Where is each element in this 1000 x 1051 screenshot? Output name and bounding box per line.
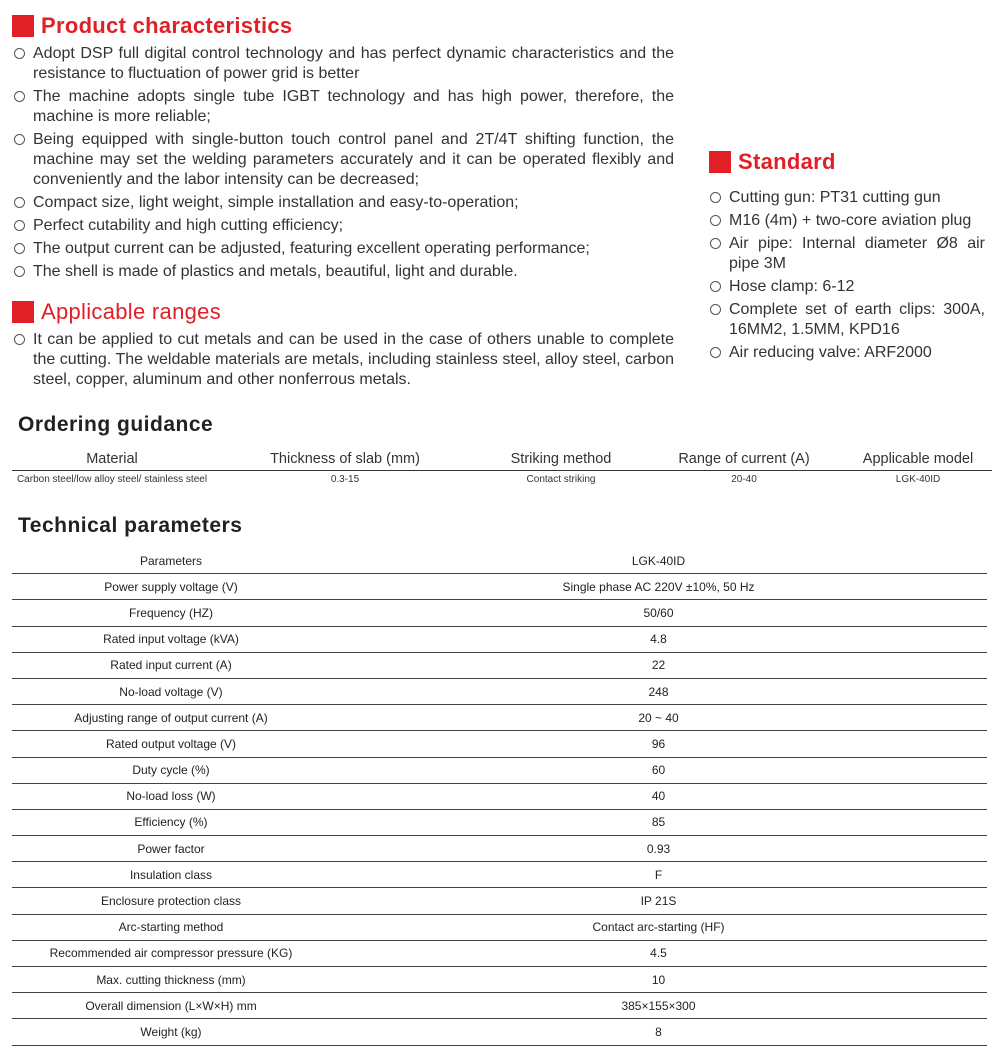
ordering-table [12, 447, 992, 485]
circle-bullet-icon [14, 243, 25, 254]
technical-parameters-table [12, 548, 987, 1046]
circle-bullet-icon [14, 48, 25, 59]
circle-bullet-icon [14, 197, 25, 208]
circle-bullet-icon [14, 334, 25, 345]
parameter-name: Frequency (HZ) [12, 600, 330, 626]
circle-bullet-icon [710, 281, 721, 292]
product-item [14, 239, 674, 259]
circle-bullet-icon [710, 192, 721, 203]
red-square-icon [12, 301, 34, 323]
parameter-name: Max. cutting thickness (mm) [12, 967, 330, 993]
ordering-header-cell: Applicable model [844, 447, 992, 471]
product-item-text: The output current can be adjusted, featuring excellent operating performance; [33, 240, 590, 257]
parameter-name: Weight (kg) [12, 1019, 330, 1045]
standard-item [710, 343, 985, 363]
ordering-cell: Contact striking [526, 474, 596, 485]
parameter-name: Enclosure protection class [12, 888, 330, 914]
parameter-name: Recommended air compressor pressure (KG) [12, 940, 330, 966]
ordering-cell: Carbon steel/low alloy steel/ stainless steel [16, 474, 208, 485]
standard-item-text: Air pipe: Internal diameter Ø8 air pipe 3M [729, 235, 985, 272]
ordering-cell: 20-40 [731, 474, 757, 485]
parameter-value: 85 [330, 809, 987, 835]
parameter-value: 0.93 [330, 836, 987, 862]
technical-row [12, 783, 987, 809]
parameter-value: 4.5 [330, 940, 987, 966]
parameter-name: Overall dimension (L×W×H) mm [12, 993, 330, 1019]
parameter-value: 60 [330, 757, 987, 783]
parameter-value: 96 [330, 731, 987, 757]
technical-row [12, 678, 987, 704]
technical-row [12, 1019, 987, 1045]
technical-row [12, 993, 987, 1019]
standard-list [710, 188, 985, 366]
standard-heading: Standard [709, 149, 836, 175]
technical-row [12, 731, 987, 757]
parameter-name: Arc-starting method [12, 914, 330, 940]
circle-bullet-icon [710, 304, 721, 315]
technical-row [12, 940, 987, 966]
applicable-item [14, 330, 674, 390]
product-characteristics-list [14, 44, 674, 285]
parameter-value: 40 [330, 783, 987, 809]
technical-row [12, 757, 987, 783]
circle-bullet-icon [710, 347, 721, 358]
parameter-value: 248 [330, 678, 987, 704]
ordering-header-cell: Thickness of slab (mm) [212, 447, 478, 471]
parameter-name: No-load voltage (V) [12, 678, 330, 704]
standard-item [710, 211, 985, 231]
standard-item-text: Cutting gun: PT31 cutting gun [729, 189, 941, 206]
applicable-ranges-list [14, 330, 674, 393]
parameter-name: Insulation class [12, 862, 330, 888]
parameter-value: F [330, 862, 987, 888]
product-item [14, 216, 674, 236]
technical-row [12, 809, 987, 835]
product-item [14, 44, 674, 84]
parameter-name: Duty cycle (%) [12, 757, 330, 783]
standard-item-text: Complete set of earth clips: 300A, 16MM2, 1.5MM, KPD16 [729, 301, 985, 338]
technical-row [12, 652, 987, 678]
product-item [14, 87, 674, 127]
parameter-name: Power supply voltage (V) [12, 574, 330, 600]
product-item-text: Being equipped with single-button touch control panel and 2T/4T shifting function, the machine may set the welding parameters accurately and it can be operated flexibly and conveniently and the labor intensity can be decreased; [33, 131, 674, 188]
parameter-value: Contact arc-starting (HF) [330, 914, 987, 940]
parameter-value: IP 21S [330, 888, 987, 914]
standard-item [710, 234, 985, 274]
product-item-text: Adopt DSP full digital control technology and has perfect dynamic characteristics and the resistance to fluctuation of power grid is better [33, 45, 674, 82]
standard-item [710, 188, 985, 208]
parameter-name: No-load loss (W) [12, 783, 330, 809]
ordering-guidance-title: Ordering guidance [18, 413, 214, 436]
parameter-value: 8 [330, 1019, 987, 1045]
ordering-header-cell: Striking method [478, 447, 644, 471]
parameter-name: Rated input current (A) [12, 652, 330, 678]
technical-row [12, 574, 987, 600]
product-item [14, 130, 674, 190]
technical-row [12, 914, 987, 940]
parameter-name: Power factor [12, 836, 330, 862]
ordering-cell: 0.3-15 [330, 474, 360, 485]
ordering-row [12, 471, 992, 486]
standard-item-text: M16 (4m) + two-core aviation plug [729, 212, 972, 229]
parameter-name: Rated input voltage (kVA) [12, 626, 330, 652]
standard-item [710, 277, 985, 297]
parameter-value: 20 ~ 40 [330, 705, 987, 731]
circle-bullet-icon [14, 134, 25, 145]
parameter-value: LGK-40ID [330, 548, 987, 574]
parameter-name: Rated output voltage (V) [12, 731, 330, 757]
parameter-value: Single phase AC 220V ±10%, 50 Hz [330, 574, 987, 600]
product-item-text: Perfect cutability and high cutting efficiency; [33, 217, 344, 234]
parameter-name: Parameters [12, 548, 330, 574]
standard-item-text: Air reducing valve: ARF2000 [729, 344, 932, 361]
circle-bullet-icon [14, 91, 25, 102]
technical-parameters-title: Technical parameters [18, 514, 243, 537]
circle-bullet-icon [710, 215, 721, 226]
technical-row [12, 600, 987, 626]
product-item-text: The shell is made of plastics and metals, beautiful, light and durable. [33, 263, 518, 280]
parameter-value: 385×155×300 [330, 993, 987, 1019]
parameter-value: 22 [330, 652, 987, 678]
technical-row [12, 888, 987, 914]
technical-row [12, 862, 987, 888]
technical-row [12, 626, 987, 652]
product-item-text: The machine adopts single tube IGBT technology and has high power, therefore, the machine is more reliable; [33, 88, 674, 125]
parameter-value: 10 [330, 967, 987, 993]
standard-item-text: Hose clamp: 6-12 [729, 278, 855, 295]
applicable-item-text: It can be applied to cut metals and can be used in the case of others unable to complete the cutting. The weldable materials are metals, including stainless steel, alloy steel, carbon steel, copper, aluminum and other nonferrous metals. [33, 331, 674, 388]
parameter-value: 50/60 [330, 600, 987, 626]
ordering-header-cell: Material [12, 447, 212, 471]
technical-row [12, 548, 987, 574]
applicable-ranges-heading: Applicable ranges [12, 299, 221, 325]
parameter-name: Efficiency (%) [12, 809, 330, 835]
red-square-icon [12, 15, 34, 37]
product-item-text: Compact size, light weight, simple installation and easy-to-operation; [33, 194, 519, 211]
ordering-cell: LGK-40ID [895, 474, 941, 485]
product-item [14, 262, 674, 282]
technical-row [12, 836, 987, 862]
standard-item [710, 300, 985, 340]
circle-bullet-icon [14, 220, 25, 231]
red-square-icon [709, 151, 731, 173]
circle-bullet-icon [14, 266, 25, 277]
circle-bullet-icon [710, 238, 721, 249]
product-characteristics-heading: Product characteristics [12, 13, 292, 39]
ordering-header-cell: Range of current (A) [644, 447, 844, 471]
ordering-table-header [12, 447, 992, 471]
parameter-name: Adjusting range of output current (A) [12, 705, 330, 731]
parameter-value: 4.8 [330, 626, 987, 652]
technical-row [12, 967, 987, 993]
technical-row [12, 705, 987, 731]
product-item [14, 193, 674, 213]
